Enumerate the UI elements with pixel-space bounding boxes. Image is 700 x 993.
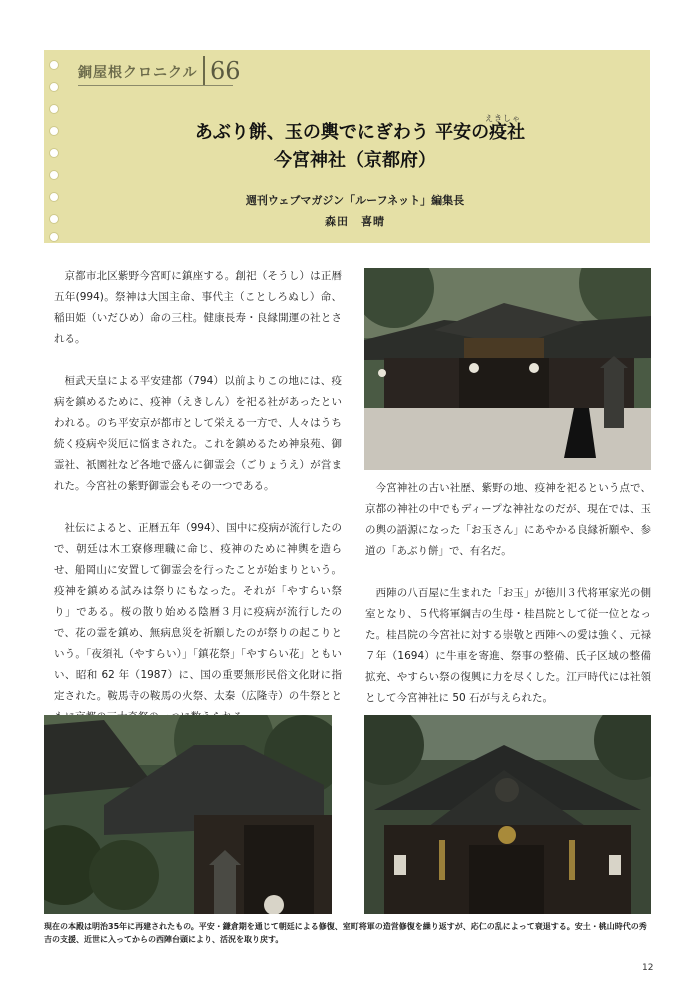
title-ruby: えきしゃ (485, 114, 521, 123)
paragraph: 京都市北区紫野今宮町に鎮座する。創祀（そうし）は正暦五年(994)。祭神は大国主命、事代主（ことしろぬし）命、稲田姫（いだひめ）命の三柱。健康長寿・良縁開運の社とされる。 (54, 270, 342, 345)
author-name: 森田 喜晴 (325, 215, 385, 228)
page-number: 12 (642, 963, 654, 973)
series-title: 銅屋根クロニクル (78, 65, 198, 81)
right-column (365, 478, 651, 730)
author-affiliation: 週刊ウェブマガジン「ルーフネット」編集長 (245, 194, 465, 207)
series-number: 66 (203, 56, 241, 86)
shrine-gate-photo (364, 268, 651, 470)
shrine-roof-photo-left (44, 715, 332, 914)
left-column (54, 266, 342, 749)
paragraph: 西陣の八百屋に生まれた「お玉」が徳川３代将軍家光の側室となり、５代将軍綱吉の生母・桂昌院として従一位となった。桂昌院の今宮社に対する崇敬と西陣への愛は強く、元禄７年（1694）に牛車を寄進、祭事の整備、氏子区域の整備拡充、やすらい祭の復興に力を尽くした。江戸時代には社領として今宮神社に 50 石が与えられた。 (365, 587, 651, 704)
article-title: あぶり餅、玉の輿でにぎわう 平安の疫社 (194, 122, 526, 143)
shrine-roof-photo-right (364, 715, 651, 914)
series-underline (78, 85, 233, 86)
article-subtitle: 今宮神社（京都府） (274, 150, 436, 171)
photo-caption: 現在の本殿は明治35年に再建されたもの。平安・鎌倉期を通じて朝廷による修復、室町将軍の造営修復を繰り返すが、応仁の乱によって衰退する。安土・桃山時代の秀吉の支援、近世に入ってからの西陣台頭により、活況を取り戻す。 (44, 922, 647, 944)
paragraph: 社伝によると、正暦五年（994）、国中に疫病が流行したので、朝廷は木工寮修理職に命じ、疫神のために神輿を造らせ、船岡山に安置して御霊会を行ったことが始まりという。疫神を鎮める試みは祭りにもなった。それが「やすらい祭り」である。桜の散り始める陰暦３月に疫病が流行したので、花の霊を鎮め、無病息災を祈願したのが祭りの起こりという。「夜須礼（やすらい）」「鎮花祭」「やすらい花」ともいい、昭和 62 年（1987）に、国の重要無形民俗文化財に指定された。鞍馬寺の鞍馬の火祭、太秦（広隆寺）の牛祭とと (54, 522, 342, 702)
paragraph: 今宮神社の古い社歴、紫野の地、疫神を祀るという点で、京都の神社の中でもディープな神社なのだが、現在では、玉の輿の語源になった「お玉さん」にあやかる良縁祈願や、参道の「あぶり餅」で、有名だ。 (365, 482, 651, 557)
paragraph: 桓武天皇による平安建都（794）以前よりこの地には、疫病を鎮めるために、疫神（えきしん）を祀る社があったといわれる。のち平安京が都市として栄える一方で、人々はうち続く疫病や災厄に悩まされた。これを鎮めるため神泉苑、御霊社、祇園社など各地で盛んに御霊会（ごりょうえ）が営まれた。今宮社の紫野御霊会もその一つである。 (54, 375, 342, 492)
